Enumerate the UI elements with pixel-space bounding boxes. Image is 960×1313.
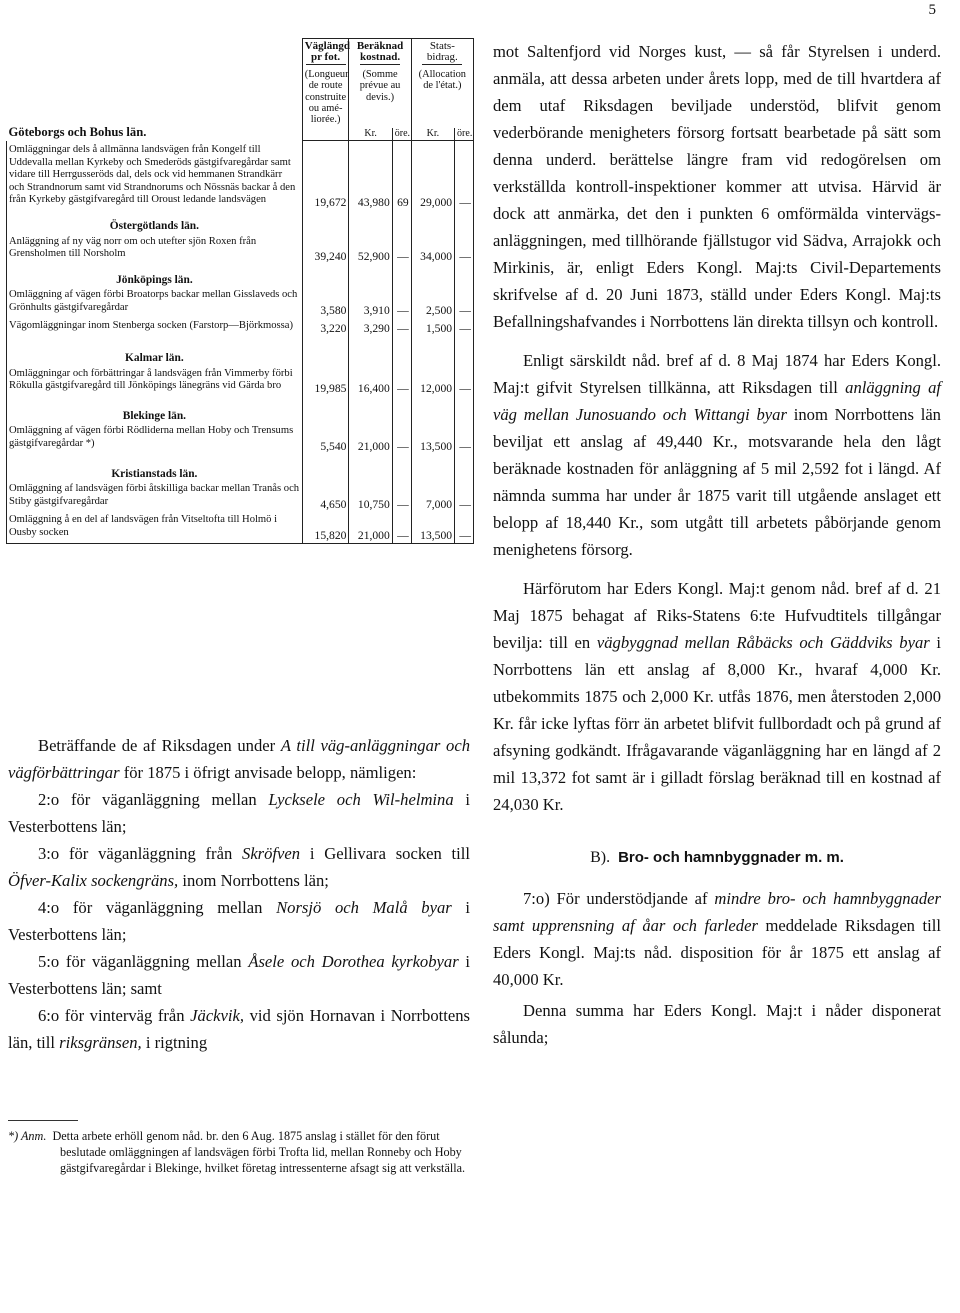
- length-cell: 3,580: [302, 286, 349, 317]
- paragraph: [493, 885, 941, 993]
- road-subsidy-table-container: [6, 38, 474, 544]
- subsidy-header-french: (Allocation de l'état.): [418, 68, 466, 92]
- subsidy-kr-cell: 13,500: [411, 511, 454, 543]
- entry-description: Omläggning af vägen förbi Rödliderna mellan Hoby och Trensums gästgifvaregårdar *): [7, 422, 303, 453]
- text-run: för 1875 i öfrigt anvisade belopp, nämligen:: [119, 763, 417, 782]
- text-run: i rigtning: [141, 1033, 208, 1052]
- cost-ore-cell: —: [392, 233, 411, 264]
- cost-kr-unit: Kr.: [349, 128, 392, 141]
- subsidy-kr-cell: 13,500: [411, 422, 454, 453]
- length-header: [302, 39, 349, 128]
- subsidy-kr-cell: 29,000: [411, 141, 454, 210]
- cost-header-french: (Somme prévue au devis.): [359, 68, 401, 103]
- table-header-row: [7, 39, 474, 128]
- entry-description: Omläggningar dels å allmänna landsvägen från Kongelf till Uddevalla mellan Kyrkeby och Smederöds gästgifvaregårdar samt vidare till Herrgusseröds dal, dels ock vid hemmanen Strandkärr och Strandnorum samt vid Strandnorums och Nössnäs backar å den från Kyrkeby gästgifvaregård till Oroust ledande landsvägen: [7, 141, 303, 210]
- text-run: i Vesterbottens län;: [8, 790, 471, 836]
- length-unit-cell: [302, 128, 349, 141]
- subsidy-ore-cell: —: [455, 511, 474, 543]
- heading-text: Bro- och hamnbyggnader m. m.: [618, 849, 844, 866]
- italic-run: Skröfven: [242, 844, 301, 863]
- section-title: Kalmar län.: [7, 336, 303, 365]
- text-run: i Gellivara socken till: [300, 844, 470, 863]
- text-run: meddelade Riksdagen till Eders Kongl. Maj:ts nåd. disposition för år 1875 ett anslag af 40,000 Kr.: [493, 916, 941, 989]
- text-run: 5:o för väganläggning mellan: [38, 952, 249, 971]
- cost-kr-cell: 21,000: [349, 422, 392, 453]
- cost-header-label: Beräknad kostnad.: [356, 40, 404, 64]
- subsidy-kr-cell: 7,000: [411, 480, 454, 511]
- text-run: 6:o för vinterväg från: [38, 1006, 191, 1025]
- paragraph: [493, 347, 941, 563]
- cost-header: [349, 39, 411, 128]
- italic-run: anläggning af väg mellan Junosuando och Wittangi byar: [493, 378, 941, 424]
- subsidy-ore-cell: —: [455, 365, 474, 396]
- text-run: 4:o för väganläggning mellan: [38, 898, 277, 917]
- heading-prefix: B).: [590, 849, 611, 866]
- italic-run: A till väg-anläggningar och vägförbättringar: [8, 736, 470, 782]
- length-cell: 19,985: [302, 365, 349, 396]
- subsidy-ore-cell: —: [455, 286, 474, 317]
- section-row: [7, 210, 474, 233]
- table-row: [7, 286, 474, 317]
- text-run: 7:o) För understödjande af: [523, 889, 715, 908]
- list-item: [8, 786, 470, 840]
- text-run: inom Norrbottens län beviljat ett anslag af 49,440 Kr., motsvarande hela den lågt beräknade kostnaden för anläggning af 5 mil 2,592 fot i längd. Af nämnda summa har under år 1875 varit till utgående anslaget ett belopp af 18,440 Kr., som utgått till arbetets påbörjande genom menighetens försorg.: [493, 405, 941, 559]
- section-row: [7, 396, 474, 423]
- cost-ore-cell: —: [392, 511, 411, 543]
- entry-description: Omläggning af vägen förbi Broatorps backar mellan Gisslaveds och Grönhults gästgifvaregårdar: [7, 286, 303, 317]
- paragraph: [8, 732, 470, 786]
- table-row: [7, 511, 474, 543]
- text-run: 2:o för väganläggning mellan: [38, 790, 269, 809]
- cost-kr-cell: 43,980: [349, 141, 392, 210]
- footnote-divider: [8, 1120, 78, 1121]
- section-heading: [493, 844, 941, 871]
- subsidy-ore-cell: —: [455, 317, 474, 336]
- subsidy-kr-cell: 34,000: [411, 233, 454, 264]
- cost-kr-cell: 3,910: [349, 286, 392, 317]
- entry-description: Vägomläggningar inom Stenberga socken (Farstorp—Björkmossa): [7, 317, 303, 336]
- subsidy-ore-unit: öre.: [455, 128, 474, 141]
- length-cell: 5,540: [302, 422, 349, 453]
- cost-ore-cell: —: [392, 317, 411, 336]
- subsidy-kr-cell: 2,500: [411, 286, 454, 317]
- text-run: inom Norrbottens län;: [178, 871, 329, 890]
- region-heading-cell: [7, 39, 303, 141]
- cost-ore-cell: 69: [392, 141, 411, 210]
- subsidy-ore-cell: —: [455, 480, 474, 511]
- subsidy-kr-cell: 1,500: [411, 317, 454, 336]
- cost-kr-cell: 10,750: [349, 480, 392, 511]
- text-run: vid sjön Hornavan i Norrbottens län, till: [8, 1006, 470, 1052]
- italic-run: Åsele och Dorothea kyrkobyar: [248, 952, 459, 971]
- subsidy-kr-unit: Kr.: [411, 128, 454, 141]
- entry-description: Omläggning af landsvägen förbi åtskilliga backar mellan Tranås och Stiby gästgifvaregårdar: [7, 480, 303, 511]
- length-cell: 3,220: [302, 317, 349, 336]
- list-item: [8, 948, 470, 1002]
- footnote-body: [8, 1128, 470, 1176]
- section-row: [7, 336, 474, 365]
- text-run: i Norrbottens län ett anslag af 8,000 Kr., hvaraf 4,000 Kr. utbekommits 1875 och 2,000 Kr. utfås 1876, men återstoden 2,000 Kr. får icke lyftas förr än arbetet blifvit fullbordadt och på grund af afsyning godkändt. Ifrågavarande väganläggning har en längd af 2 mil 13,372 fot samt är i gilladt förslag beräknad till en kostnad af 24,030 Kr.: [493, 633, 941, 814]
- length-cell: 15,820: [302, 511, 349, 543]
- page-number: 5: [928, 2, 936, 18]
- cost-kr-cell: 3,290: [349, 317, 392, 336]
- length-header-french: (Longueur de route construite ou amé- liorée.): [304, 68, 349, 126]
- table-row: [7, 233, 474, 264]
- cost-ore-unit: öre.: [392, 128, 411, 141]
- section-title: Jönköpings län.: [7, 264, 303, 287]
- paragraph: [493, 575, 941, 818]
- right-body-text: [493, 38, 941, 1051]
- italic-run: mindre bro- och hamnbyggnader samt upprensning af åar och farleder: [493, 889, 941, 935]
- left-body-text: [8, 732, 470, 1056]
- cost-ore-cell: —: [392, 365, 411, 396]
- list-item: [8, 1002, 470, 1056]
- section-row: [7, 454, 474, 481]
- length-cell: 39,240: [302, 233, 349, 264]
- entry-description: Omläggningar och förbättringar å landsvägen från Vimmerby förbi Rökulla gästgifvaregård till Jönköpings länegräns vid Gärda bro: [7, 365, 303, 396]
- table-row: [7, 365, 474, 396]
- subsidy-header: [411, 39, 473, 128]
- entry-description: Anläggning af ny väg norr om och utefter sjön Roxen från Grensholmen till Norsholm: [7, 233, 303, 264]
- length-cell: 4,650: [302, 480, 349, 511]
- road-subsidy-table: [6, 38, 474, 544]
- footnote-mark: *) Anm.: [8, 1129, 47, 1143]
- section-title: Östergötlands län.: [7, 210, 303, 233]
- cost-ore-cell: —: [392, 286, 411, 317]
- length-header-label: Väglängd pr fot.: [304, 40, 350, 64]
- subsidy-header-label: Stats- bidrag.: [426, 40, 458, 64]
- subsidy-ore-cell: —: [455, 422, 474, 453]
- subsidy-ore-cell: —: [455, 233, 474, 264]
- section-title: Kristianstads län.: [7, 454, 303, 481]
- italic-run: Lycksele och Wil-helmina: [268, 790, 454, 809]
- table-row: [7, 317, 474, 336]
- cost-ore-cell: —: [392, 422, 411, 453]
- entry-description: Omläggning å en del af landsvägen från Vitseltofta till Holmö i Ousby socken: [7, 511, 303, 543]
- text-run: 3:o för väganläggning från: [38, 844, 243, 863]
- list-item: [8, 894, 470, 948]
- cost-ore-cell: —: [392, 480, 411, 511]
- subsidy-ore-cell: —: [455, 141, 474, 210]
- table-row: [7, 480, 474, 511]
- footnote: [8, 1128, 470, 1176]
- italic-run: riksgränsen,: [59, 1033, 142, 1052]
- italic-run: Jäckvik,: [190, 1006, 245, 1025]
- length-cell: 19,672: [302, 141, 349, 210]
- text-run: Enligt särskildt nåd. bref af d. 8 Maj 1874 har Eders Kongl. Maj:t gifvit Styrelsen tillkänna, att Riksdagen till: [493, 351, 941, 397]
- italic-run: vägbyggnad mellan Råbäcks och Gäddviks byar: [596, 633, 930, 652]
- text-run: Härförutom har Eders Kongl. Maj:t genom nåd. bref af d. 21 Maj 1875 behagat af Riks-Statens 6:te Hufvudtitels tillgångar bevilja: till en: [493, 579, 941, 652]
- table-row: [7, 422, 474, 453]
- cost-kr-cell: 21,000: [349, 511, 392, 543]
- paragraph: Denna summa har Eders Kongl. Maj:t i nåder disponerat sålunda;: [493, 1001, 941, 1047]
- cost-kr-cell: 16,400: [349, 365, 392, 396]
- footnote-text: Detta arbete erhöll genom nåd. br. den 6 Aug. 1875 anslag i stället för den förut beslutade omläggningen af landsvägen förbi Trofta lid, mellan Ronneby och Hoby gästgifvaregårdar i Blekinge, hvilket företag intressenterne afsagt sig att verkställa.: [52, 1129, 466, 1175]
- section-title: Blekinge län.: [7, 396, 303, 423]
- list-item: [8, 840, 470, 894]
- italic-run: Norsjö och Malå byar: [276, 898, 452, 917]
- text-run: Beträffande de af Riksdagen under: [38, 736, 281, 755]
- text-run: i Vesterbottens län;: [8, 898, 470, 944]
- paragraph: mot Saltenfjord vid Norges kust, — så får Styrelsen i underd. anmäla, att dessa arbeten under årets lopp, med de till hvartdera af dem utaf Riksdagen beviljade understöd, blifvit genom vederbörande menigheters försorg fortsatt bearbetade på sätt som denna underd. berättelse längre fram vid redogörelsen om verkställda kontroll-inspektioner kommer att utvisa. Härvid är dock att anmärka, det den i punkten 6 omförmälda vintervägs-anläggningen, med tillhörande fjällstugor vid Sädva, Arrajokk och Mirkinis, är, enligt Eders Kongl. Maj:ts Civil-Departements skrifvelse af d. 20 Juni 1873, ställd under Eders Kongl. Maj:ts Befallningshafvandes i Norrbottens län direkta tillsyn och kontroll.: [493, 42, 941, 331]
- section-row: [7, 264, 474, 287]
- section-title: Göteborgs och Bohus län.: [8, 124, 147, 139]
- subsidy-kr-cell: 12,000: [411, 365, 454, 396]
- cost-kr-cell: 52,900: [349, 233, 392, 264]
- text-run: i Vesterbottens län; samt: [8, 952, 470, 998]
- table-row: [7, 141, 474, 210]
- italic-run: Öfver-Kalix sockengräns,: [8, 871, 179, 890]
